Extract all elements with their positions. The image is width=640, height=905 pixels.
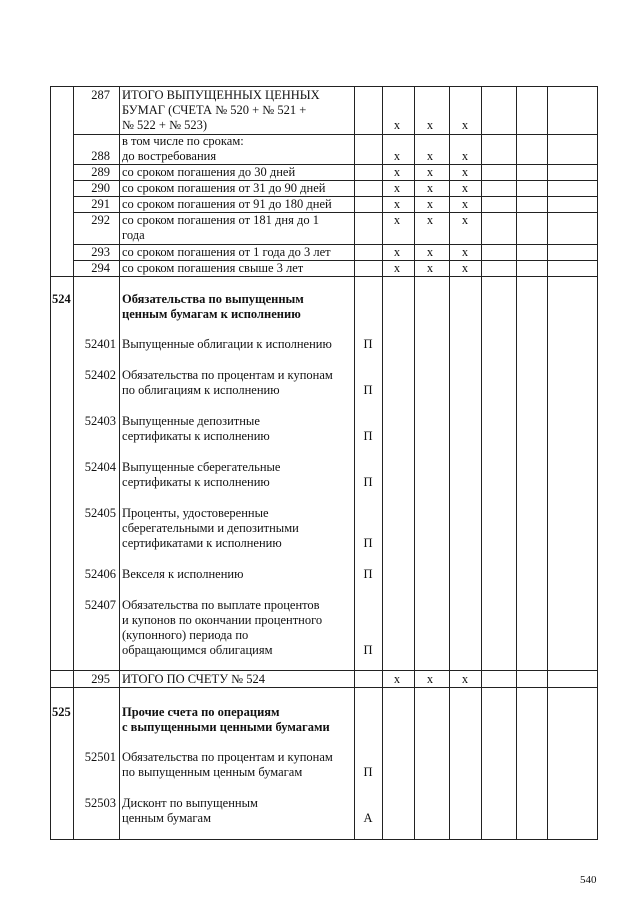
account-code: 52404	[84, 460, 116, 474]
grid-vline	[481, 86, 482, 840]
grid-vline	[547, 86, 548, 840]
grid-vline	[597, 86, 598, 840]
account-type: П	[363, 383, 373, 397]
account-code: 52403	[84, 414, 116, 428]
x-mark: х	[426, 672, 434, 686]
account-code: 52501	[84, 750, 116, 764]
row-number: 292	[91, 213, 110, 227]
row-number: 294	[91, 261, 110, 275]
page-number: 540	[580, 874, 597, 886]
account-type: П	[363, 429, 373, 443]
grid-vline	[516, 86, 517, 840]
grid-hline	[50, 86, 598, 87]
x-mark: х	[393, 149, 401, 163]
account-type: П	[363, 337, 373, 351]
x-mark: х	[461, 118, 469, 132]
x-mark: х	[461, 245, 469, 259]
x-mark: х	[461, 165, 469, 179]
grid-vline	[119, 86, 120, 840]
account-label: сертификаты к исполнению	[122, 475, 270, 489]
x-mark: х	[426, 149, 434, 163]
account-type: П	[363, 475, 373, 489]
x-mark: х	[461, 261, 469, 275]
section-code: 525	[52, 705, 71, 719]
row-label: в том числе по срокам:	[122, 134, 244, 148]
account-type: А	[363, 811, 373, 825]
grid-vline	[414, 86, 415, 840]
x-mark: х	[393, 181, 401, 195]
row-label: года	[122, 228, 145, 242]
x-mark: х	[461, 149, 469, 163]
section-code: 524	[52, 292, 71, 306]
account-code: 52402	[84, 368, 116, 382]
account-label: обращающимся облигациям	[122, 643, 273, 657]
total-label: ИТОГО ПО СЧЕТУ № 524	[122, 672, 265, 686]
account-type: П	[363, 567, 373, 581]
row-label: № 522 + № 523)	[122, 118, 208, 132]
x-mark: х	[393, 165, 401, 179]
account-label: Выпущенные облигации к исполнению	[122, 337, 332, 351]
x-mark: х	[393, 261, 401, 275]
account-label: Выпущенные сберегательные	[122, 460, 281, 474]
x-mark: х	[461, 213, 469, 227]
section-title: Обязательства по выпущенным	[122, 292, 304, 306]
account-label: Векселя к исполнению	[122, 567, 244, 581]
row-label: со сроком погашения от 91 до 180 дней	[122, 197, 332, 211]
account-label: по выпущенным ценным бумагам	[122, 765, 303, 779]
row-number: 287	[91, 88, 110, 102]
x-mark: х	[426, 181, 434, 195]
account-code: 52405	[84, 506, 116, 520]
section-title: с выпущенными ценными бумагами	[122, 720, 330, 734]
x-mark: х	[461, 197, 469, 211]
grid-hline	[50, 839, 598, 840]
x-mark: х	[393, 245, 401, 259]
row-number: 293	[91, 245, 110, 259]
account-label: сберегательными и депозитными	[122, 521, 299, 535]
x-mark: х	[393, 118, 401, 132]
account-label: ценным бумагам	[122, 811, 211, 825]
row-number: 291	[91, 197, 110, 211]
section-title: Прочие счета по операциям	[122, 705, 280, 719]
row-number: 290	[91, 181, 110, 195]
account-code: 52503	[84, 796, 116, 810]
x-mark: х	[393, 213, 401, 227]
account-label: сертификатами к исполнению	[122, 536, 282, 550]
account-type: П	[363, 643, 373, 657]
row-label: со сроком погашения от 31 до 90 дней	[122, 181, 326, 195]
row-number: 288	[91, 149, 110, 163]
account-label: по облигациям к исполнению	[122, 383, 280, 397]
x-mark: х	[426, 197, 434, 211]
section-title: ценным бумагам к исполнению	[122, 307, 301, 321]
account-label: Дисконт по выпущенным	[122, 796, 258, 810]
x-mark: х	[426, 261, 434, 275]
row-label: ИТОГО ВЫПУЩЕННЫХ ЦЕННЫХ	[122, 88, 320, 102]
account-label: сертификаты к исполнению	[122, 429, 270, 443]
row-label: со сроком погашения от 181 дня до 1	[122, 213, 319, 227]
account-code: 52407	[84, 598, 116, 612]
grid-vline	[449, 86, 450, 840]
grid-vline	[382, 86, 383, 840]
account-label: Проценты, удостоверенные	[122, 506, 269, 520]
x-mark: х	[393, 672, 401, 686]
account-label: Обязательства по процентам и купонам	[122, 368, 333, 382]
account-label: и купонов по окончании процентного	[122, 613, 323, 627]
row-label: до востребования	[122, 149, 217, 163]
x-mark: х	[426, 245, 434, 259]
account-label: Обязательства по процентам и купонам	[122, 750, 333, 764]
x-mark: х	[461, 672, 469, 686]
x-mark: х	[426, 165, 434, 179]
row-label: со сроком погашения от 1 года до 3 лет	[122, 245, 331, 259]
account-label: (купонного) периода по	[122, 628, 249, 642]
x-mark: х	[426, 213, 434, 227]
row-label: БУМАГ (СЧЕТА № 520 + № 521 +	[122, 103, 307, 117]
account-type: П	[363, 765, 373, 779]
account-label: Выпущенные депозитные	[122, 414, 260, 428]
account-type: П	[363, 536, 373, 550]
account-code: 52406	[84, 567, 116, 581]
account-label: Обязательства по выплате процентов	[122, 598, 320, 612]
account-code: 52401	[84, 337, 116, 351]
grid-vline	[354, 86, 355, 840]
accounts-table	[50, 86, 598, 840]
row-label: со сроком погашения до 30 дней	[122, 165, 296, 179]
x-mark: х	[393, 197, 401, 211]
row-label: со сроком погашения свыше 3 лет	[122, 261, 304, 275]
x-mark: х	[426, 118, 434, 132]
x-mark: х	[461, 181, 469, 195]
grid-hline	[50, 670, 598, 671]
row-number: 289	[91, 165, 110, 179]
row-number: 295	[91, 672, 110, 686]
